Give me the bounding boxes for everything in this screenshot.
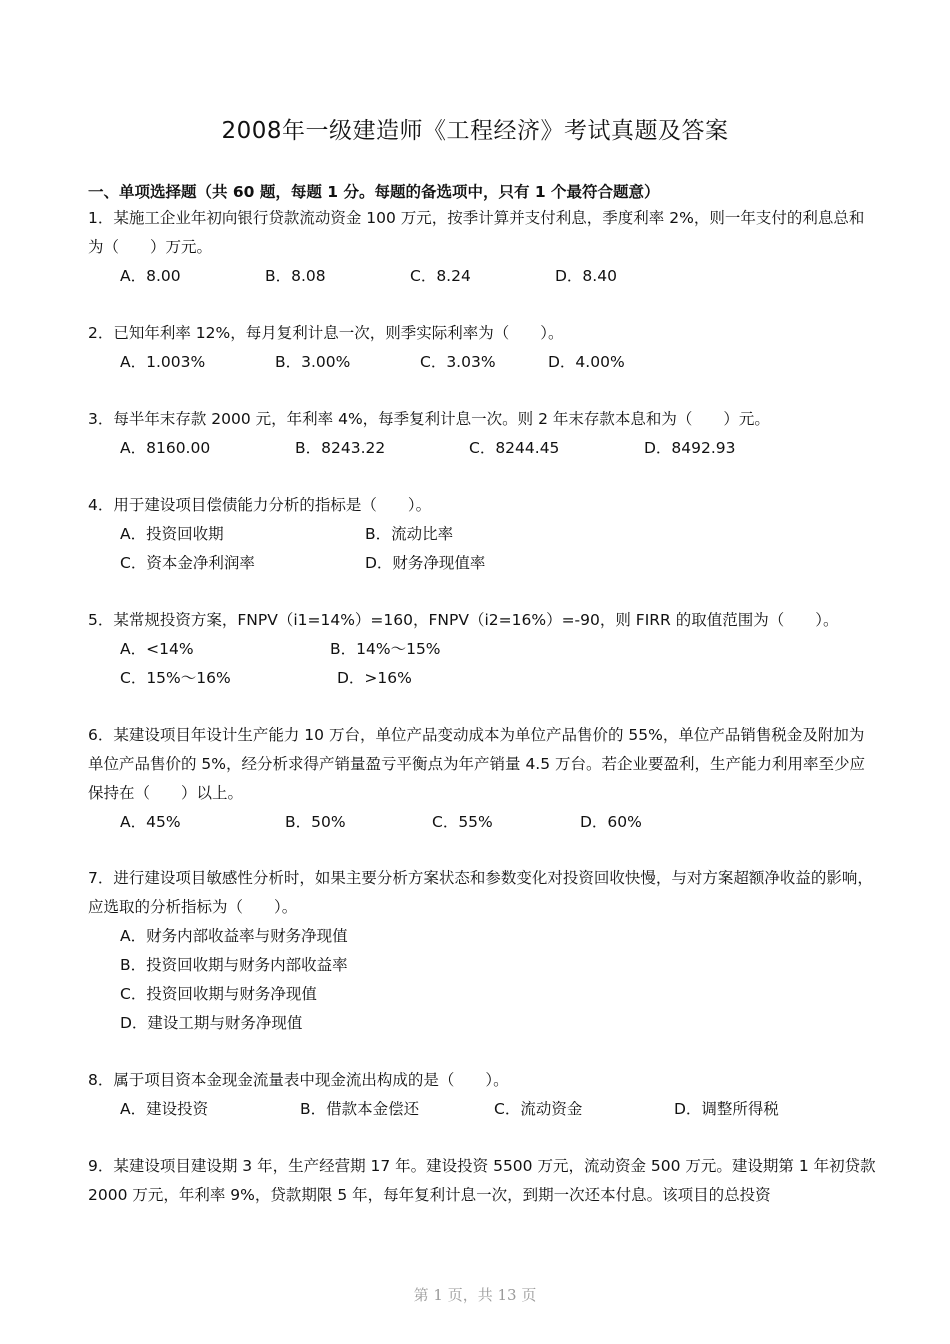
question-6: [88, 721, 878, 837]
options-row: [88, 1009, 878, 1038]
options-row: [88, 348, 878, 377]
option-b: B．3.00%: [275, 353, 351, 371]
option-d: D．>16%: [337, 669, 412, 687]
document-title: 2008年一级建造师《工程经济》考试真题及答案: [221, 118, 729, 144]
option-a: A．建设投资: [120, 1100, 209, 1118]
question-1: [88, 204, 878, 291]
option-b: B．流动比率: [365, 525, 454, 543]
question-5: [88, 606, 878, 693]
options-row: [88, 434, 878, 463]
option-a: A．<14%: [120, 640, 194, 658]
question-9: [88, 1152, 878, 1210]
question-stem: 7．进行建设项目敏感性分析时，如果主要分析方案状态和参数变化对投资回收快慢，与对方案超额净收益的影响，应选取的分析指标为（ ）。: [88, 869, 873, 916]
option-d: D．财务净现值率: [365, 554, 486, 572]
options-row: [88, 1095, 878, 1124]
question-8: [88, 1066, 878, 1124]
option-d: D．8492.93: [644, 439, 736, 457]
question-stem: 9．某建设项目建设期 3 年，生产经营期 17 年。建设投资 5500 万元，流动资金 500 万元。建设期第 1 年初贷款 2000 万元，年利率 9%，贷款期限 5 年，每年复利计息一次，到期一次还本付息。该项目的总投资: [88, 1157, 876, 1204]
options-row: [88, 262, 878, 291]
question-stem: 5．某常规投资方案，FNPV（i1=14%）=160，FNPV（i2=16%）=-90，则 FIRR 的取值范围为（ ）。: [88, 611, 839, 629]
options-row: [88, 980, 878, 1009]
option-c: C．8244.45: [469, 439, 560, 457]
question-4: [88, 491, 878, 578]
option-a: A．1.003%: [120, 353, 206, 371]
option-c: C．投资回收期与财务净现值: [120, 985, 317, 1003]
option-b: B．借款本金偿还: [300, 1100, 420, 1118]
question-2: [88, 319, 878, 377]
option-c: C．资本金净利润率: [120, 554, 255, 572]
option-a: A．45%: [120, 813, 181, 831]
options-row: [88, 549, 878, 578]
options-row: [88, 951, 878, 980]
options-row: [88, 808, 878, 837]
option-b: B．50%: [285, 813, 346, 831]
option-c: C．8.24: [410, 267, 471, 285]
question-stem: 8．属于项目资本金现金流量表中现金流出构成的是（ ）。: [88, 1071, 509, 1089]
question-7: [88, 864, 878, 1038]
option-a: A．投资回收期: [120, 525, 224, 543]
option-d: D．建设工期与财务净现值: [120, 1014, 303, 1032]
option-b: B．投资回收期与财务内部收益率: [120, 956, 348, 974]
option-a: A．财务内部收益率与财务净现值: [120, 927, 348, 945]
question-stem: 6．某建设项目年设计生产能力 10 万台，单位产品变动成本为单位产品售价的 55%，单位产品销售税金及附加为单位产品售价的 5%，经分析求得产销量盈亏平衡点为年产销量 4.5 万台。若企业要盈利，生产能力利用率至少应保持在（ ）以上。: [88, 726, 866, 802]
question-stem: 4．用于建设项目偿债能力分析的指标是（ ）。: [88, 496, 432, 514]
option-c: C．3.03%: [420, 353, 496, 371]
option-a: A．8.00: [120, 267, 181, 285]
option-b: B．8.08: [265, 267, 326, 285]
option-d: D．调整所得税: [674, 1100, 779, 1118]
option-d: D．4.00%: [548, 353, 625, 371]
option-c: C．15%～16%: [120, 669, 231, 687]
section-heading: 一、单项选择题（共 60 题，每题 1 分。每题的备选项中，只有 1 个最符合题意）: [88, 183, 660, 201]
options-row: [88, 520, 878, 549]
option-d: D．8.40: [555, 267, 617, 285]
option-d: D．60%: [580, 813, 642, 831]
option-a: A．8160.00: [120, 439, 211, 457]
question-stem: 1．某施工企业年初向银行贷款流动资金 100 万元，按季计算并支付利息，季度利率 2%，则一年支付的利息总和为（ ）万元。: [88, 209, 865, 256]
option-c: C．55%: [432, 813, 493, 831]
options-row: [88, 664, 878, 693]
option-c: C．流动资金: [494, 1100, 583, 1118]
page-footer: 第 1 页，共 13 页: [413, 1286, 537, 1304]
option-b: B．14%～15%: [330, 640, 441, 658]
question-stem: 2．已知年利率 12%，每月复利计息一次，则季实际利率为（ ）。: [88, 324, 564, 342]
question-3: [88, 405, 878, 463]
options-row: [88, 922, 878, 951]
options-row: [88, 635, 878, 664]
option-b: B．8243.22: [295, 439, 386, 457]
question-stem: 3．每半年末存款 2000 元，年利率 4%，每季复利计息一次。则 2 年末存款本息和为（ ）元。: [88, 410, 770, 428]
